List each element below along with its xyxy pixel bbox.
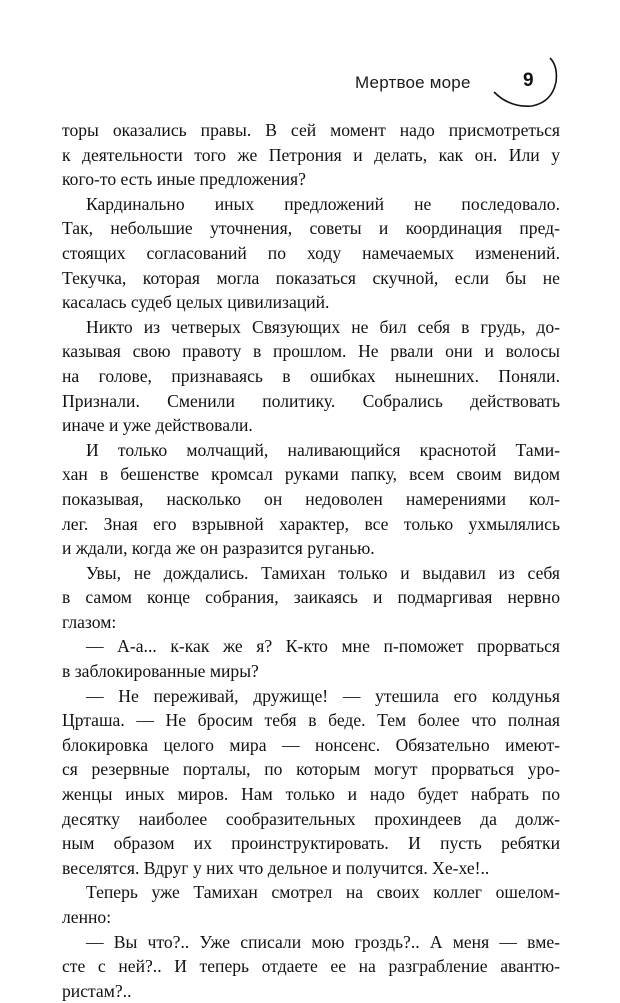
text-line: хан в бешенстве кромсал руками папку, всем своим видом: [62, 464, 560, 485]
text-line: — Вы что?.. Уже списали мою гроздь?.. А меня — вме-: [86, 931, 560, 952]
body-text: [62, 118, 560, 1003]
text-line: Увы, не дождались. Тамихан только и выдавил из себя: [86, 562, 560, 583]
text-line: Никто из четверых Связующих не бил себя в грудь, до-: [86, 316, 560, 337]
page-number-arc-ornament: [480, 52, 560, 112]
text-line: ся резервные порталы, по которым могут прорваться уро-: [62, 759, 560, 780]
text-line: — Не переживай, дружище! — утешила его колдунья: [86, 685, 560, 706]
text-line: в самом конце собрания, заикаясь и подмаргивая нервно: [62, 587, 560, 608]
text-line: стоящих согласований по ходу намечаемых изменений.: [62, 242, 560, 263]
text-line: иначе и уже действовали.: [62, 415, 253, 436]
text-line: ленно:: [62, 907, 112, 927]
page-number: 9: [523, 70, 534, 91]
text-line: Кардинально иных предложений не последовало.: [86, 193, 560, 214]
text-line: Теперь уже Тамихан смотрел на своих коллег ошелом-: [86, 882, 560, 903]
text-line: ным образом их проинструктировать. И пусть ребятки: [62, 833, 560, 854]
text-line: Текучка, которая могла показаться скучной, если бы не: [62, 267, 560, 288]
text-line: касалась судеб целых цивилизаций.: [62, 292, 330, 313]
text-line: на голове, признаваясь в ошибках нынешних. Поняли.: [62, 365, 560, 386]
text-line: Так, небольшие уточнения, советы и координация пред-: [62, 218, 560, 239]
running-title: Мертвое море: [355, 73, 471, 92]
text-line: показывая, насколько он недоволен намерениями кол-: [62, 488, 560, 509]
text-line: лег. Зная его взрывной характер, все только ухмылялись: [62, 513, 560, 534]
text-line: казывая свою правоту в прошлом. Не рвали они и волосы: [62, 341, 560, 362]
text-line: десятку наиболее сообразительных прохиндеев да долж-: [62, 808, 560, 829]
text-line: торы оказались правы. В сей момент надо присмотреться: [62, 120, 560, 140]
text-line: и ждали, когда же он разразится руганью.: [62, 538, 375, 559]
text-line: женцы иных миров. Нам только и надо будет набрать по: [62, 784, 560, 805]
text-line: веселятся. Вдруг у них что дельное и получится. Хе-хе!..: [62, 857, 490, 878]
text-line: — А-а... к-как же я? К-кто мне п-поможет прорваться: [86, 636, 560, 657]
text-line: сте с ней?.. И теперь отдаете ее на разграбление авантю-: [62, 956, 560, 977]
text-line: блокировка целого мира — нонсенс. Обязательно имеют-: [62, 734, 560, 755]
text-line: ристам?..: [62, 980, 132, 1001]
text-line: в заблокированные миры?: [62, 661, 259, 682]
text-line: глазом:: [62, 611, 117, 632]
text-line: Црташа. — Не бросим тебя в беде. Тем более что полная: [62, 710, 560, 731]
text-line: И только молчащий, наливающийся краснотой Тами-: [86, 439, 560, 460]
text-line: к деятельности того же Петрония и делать, как он. Или у: [62, 144, 560, 165]
text-line: Признали. Сменили политику. Собрались действовать: [62, 390, 560, 411]
text-line: кого-то есть иные предложения?: [62, 169, 306, 190]
